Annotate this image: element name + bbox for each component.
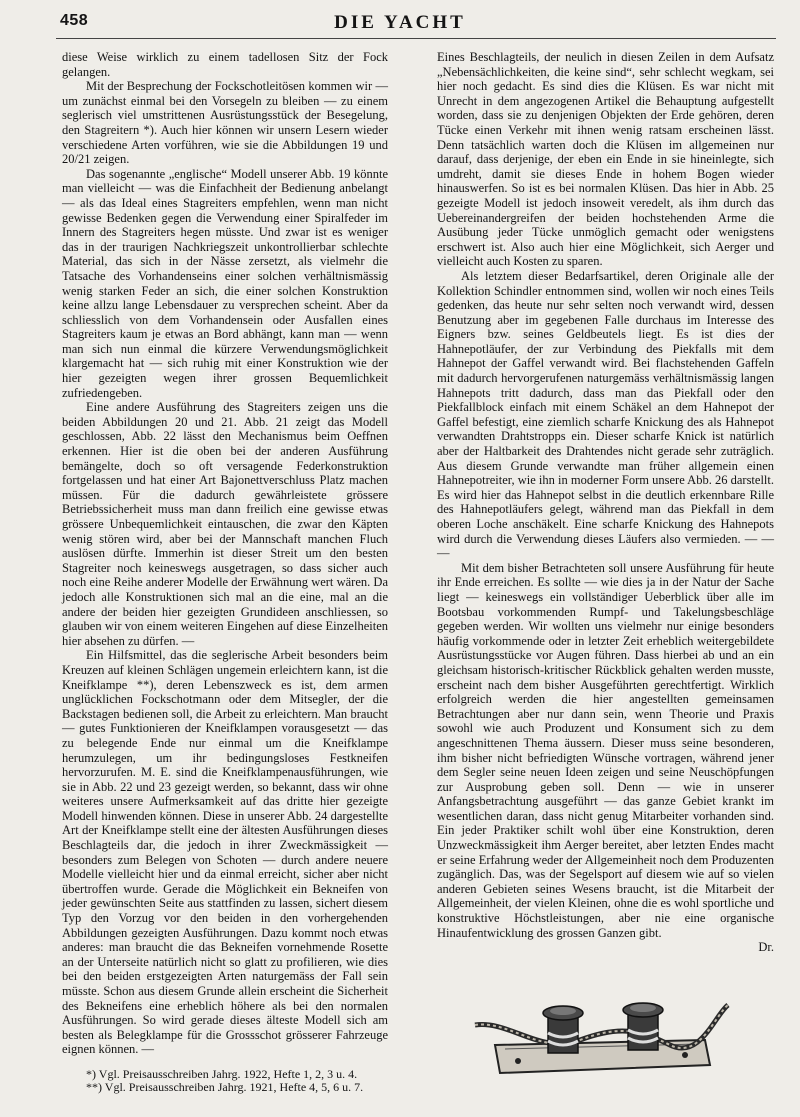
right-column	[437, 50, 774, 955]
page-number: 458	[60, 12, 89, 29]
bollard-illustration	[470, 985, 730, 1080]
paragraph: Ein Hilfsmittel, das die seglerische Arbeit besonders beim Kreuzen auf kleinen Schlägen ungemein erleichtern kann, ist die Kneifklampe **), deren Lebenszweck es ist, dem armen unglücklichen Fockschotmann oder dem Mitsegler, der die Backstagen bedienen soll, die Arbeit zu erleichtern. Man braucht — gutes Funktionieren der Kneifklampen vorausgesetzt — das zu belegende Ende nur einmal um die Kneifklampe herumzulegen, um ihr bedingungsloses Festkneifen hervorzurufen. M. E. sind die Kneifklampenausführungen, wie sie in Abb. 22 und 23 gezeigt werden, so bekannt, dass wir ohne weiteres unsere Aufmerksamkeit auf das dritte hier gezeigte Modell hinwenden können. Diese in unserer Abb. 24 dargestellte Art der Kneifklampe stellt eine der ältesten Ausführungen dieses Beschlagteils dar, die jedoch in ihrer Zweckmässigkeit — besonders zum Belegen von Schoten — durch andere neuere Modelle vielleicht hier und da einmal erreicht, sicher aber nicht übertroffen wurde. Gerade die Möglichkeit ein Bekneifen von jeder gewünschten Seite aus stattfinden zu lassen, sichert diesem Typ den Vorzug vor den beiden in den vorhergehenden Abbildungen gezeigten Ausführungen. Dazu kommt noch etwas anderes: man braucht die das Bekneifen vornehmende Rosette an der Unterseite natürlich nicht so glatt zu profilieren, wie dies bei den beiden erstgezeigten Arten naturgemäss der Fall sein müsste. Schon aus diesem Grunde allein erscheint die Sicherheit des Bekneifens eine erheblich höhere als bei den normalen Ausführungen. So wird gerade dieses älteste Modell sich am besten als Belegklampe für die Grossschot grösserer Fahrzeuge eignen können. —	[62, 648, 388, 1057]
footnotes	[62, 1065, 388, 1095]
left-column	[62, 50, 388, 1095]
paragraph: Eines Beschlagteils, der neulich in diesen Zeilen in dem Aufsatz „Nebensächlichkeiten, die keine sind“, sehr schlecht wegkam, sei hier noch gedacht. Es sind dies die Klüsen. Es war nicht mit Unrecht in dem angezogenen Artikel die Behauptung aufgestellt worden, dass sie zu denjenigen Objekten der Erde gehören, deren Tücke einen Verkehr mit ihnen wenig ratsam erscheinen lässt. Denn tatsächlich warten doch die Klüsen im allgemeinen nur darauf, dass derjenige, der eben ein Ende in sie hineinlegte, sich umdreht, damit sie dieses Ende in hohem Bogen wieder hinauswerfen. So ist es bei normalen Klüsen. Das hier in Abb. 25 gezeigte Modell ist jedoch insoweit veredelt, als ihm durch das Uebereinandergreifen der beiden hochstehenden Arme die Ausübung jeder Tücke unmöglich gemacht oder wenigstens erschwert ist. Also auch hier eine Möglichkeit, sich Aerger und vielleicht auch Kosten zu sparen.	[437, 50, 774, 269]
footnote: **) Vgl. Preisausschreiben Jahrg. 1921, Hefte 4, 5, 6 u. 7.	[86, 1080, 364, 1095]
running-head-title: DIE YACHT	[334, 12, 466, 33]
author-signature: Dr.	[758, 940, 774, 955]
paragraph: Als letztem dieser Bedarfsartikel, deren Originale alle der Kollektion Schindler entnommen sind, wollen wir noch eines Teils gedenken, das heute nur sehr selten noch verwandt wird, dessen Benutzung aber im gegebenen Falle durchaus im Interesse des Eigners bzw. seines Geldbeutels liegt. Es ist dies der Hahnepotläufer, der zur Verbindung des Piekfalls mit dem Hahnepot der Gaffel verwandt wird. Bei flachstehenden Gaffeln mit dadurch hervorgerufenen naturgemäss verhältnismässig langen Hahnepots tritt dadurch, dass man das Piekfall oder den Piekfallblock einfach mit einem Schäkel an dem Hahnepot der Gaffel befestigt, eine ziemlich scharfe Knickung des als Hahnepot verwandten Drahtstropps ein. Dieser scharfe Knick ist natürlich aber der Haltbarkeit des Drahtendes nicht gerade sehr zuträglich. Aus diesem Grunde verwandte man früher allgemein einen Hahnepotreiter, wie ihn in moderner Form unsere Abb. 26 darstellt. Es wird hier das Hahnepot selbst in die deutlich erkennbare Rille des Hahnepotläufers gelegt, während man das Piekfall in dem oberen Loche anschäkelt. Eine scharfe Knickung des Hahnepots wird durch die Verwendung dieses Läufers also vermieden. — — —	[437, 268, 774, 561]
paragraph: Mit dem bisher Betrachteten soll unsere Ausführung für heute ihr Ende erreichen. Es sollte — wie dies ja in der Natur der Sache liegt — keineswegs ein vollständiger Ueberblick über alle im Bootsbau vorkommenden Rumpf- und Takelungsbeschläge gegeben werden. Wir wollten uns vielmehr nur einige besonders häufig vorkommende oder in letzter Zeit erheblich weitergebildete Ausrüstungsstücke vor Augen führen. Dass hierbei ab und an ein gleichsam historisch-kritischer Rückblick gehalten werden musste, erscheint nach dem bisher Ausgeführten gerechtfertigt. Wirklich erfolgreich werden die hier angestellten gemeinsamen Betrachtungen aber nur dann sein, wenn Theorie und Praxis sowohl wie auch Produzent und Konsument sich zu dem angeschnittenen Thema äussern. Dieser muss seine besonderen, ihm bisher nicht befriedigten Wünsche vortragen, während jener dem Segler seine neuen Ideen zeigen und seine Neuschöpfungen zur Ausprobung geben soll. Denn — wie in unserer Anfangsbetrachtung ausgeführt — das ganze Gebiet krankt im wesentlichen daran, dass nicht genug Mitarbeiter vorhanden sind. Ein jeder Praktiker schilt wohl über eine Konstruktion, deren Unzweckmässigkeit ihm Aerger bereitet, aber letzten Endes macht er seine Erfahrung weder der Allgemeinheit noch dem Produzenten zugänglich. Das, was der Segelsport auf diesem wie auf so vielen anderen Gebieten seines Wesens braucht, ist die Mitarbeit der Allgemeinheit, der vielen Kleinen, ohne die es wohl sportliche und konstruktive Höchstleistungen, aber nie eine organische Hinaufentwicklung des grossen Ganzen gibt.	[437, 560, 774, 940]
paragraph: Das sogenannte „englische“ Modell unserer Abb. 19 könnte man vielleicht — was die Einfachheit der Bedienung anbelangt — als das Ideal eines Stagreiters empfehlen, wenn man nicht gewisse Bedenken gegen die Verwendung einer Spiralfeder im Innern des Stagreiters hegen müsste. Und zwar ist es weniger das in der traurigen Nachkriegszeit unkontrollierbar schlechte Material, das sich in der Nässe zersetzt, als vielmehr die Tatsache des Vorhandenseins einer solchen verhältnismässig wenig starken Feder an sich, die einer solchen Konstruktion keine allzu lange Lebensdauer zu versprechen scheint. Aber da schliesslich von dem Vorhandensein oder Ausfallen eines Stagreiters kaum je etwas an Bord abhängt, kann man — wenn man sich nun einmal die kürzere Verwendungsmöglichkeit klargemacht hat — sich ruhig mit einer Konstruktion wie der hier gezeigten wegen ihrer grossen Bequemlichkeit zufriedengeben.	[62, 166, 388, 400]
footnote: *) Vgl. Preisausschreiben Jahrg. 1922, Hefte 1, 2, 3 u. 4.	[86, 1066, 358, 1081]
paragraph: Eine andere Ausführung des Stagreiters zeigen uns die beiden Abbildungen 20 und 21. Abb. 21 zeigt das Modell geschlossen, Abb. 22 lässt den Mechanismus beim Oeffnen erkennen. Hier ist die oben bei der anderen Ausführung bemängelte, doch so oft versagende Federkonstruktion fortgelassen und hat einer Art Bajonettverschluss Platz machen müssen. Für die dadurch gewährleistete grössere Betriebssicherheit muss man dann freilich eine gewisse etwas grössere Unbequemlichkeit eintauschen, die zwar den Käpten wenig stören wird, aber bei der Mannschaft manchen Fluch auslösen dürfte. Immerhin ist dieser Streit um den besten Stagreiter noch keineswegs ausgetragen, so dass sicher auch noch eine Reihe anderer Modelle der Erwähnung wert wären. Da jedoch alle Konstruktionen sich mal an die eine, mal an die andere der beiden hier gezeigten Grundideen anschliessen, so glauben wir von einem weiteren Eingehen auf diese Einzelheiten hier absehen zu dürfen. —	[62, 400, 388, 648]
header-rule	[56, 38, 776, 39]
paragraph: Mit der Besprechung der Fockschotleitösen kommen wir — um zunächst einmal bei den Vorsegeln zu bleiben — zu einem seglerisch viel umstrittenen Ausrüstungsstück der Besegelung, den Stagreitern *). Auch hier können wir unsern Lesern wieder verschiedene Arten vorführen, wie sie die Abbildungen 19 und 20/21 zeigen.	[62, 79, 388, 167]
paragraph: diese Weise wirklich zu einem tadellosen Sitz der Fock gelangen.	[62, 50, 388, 79]
